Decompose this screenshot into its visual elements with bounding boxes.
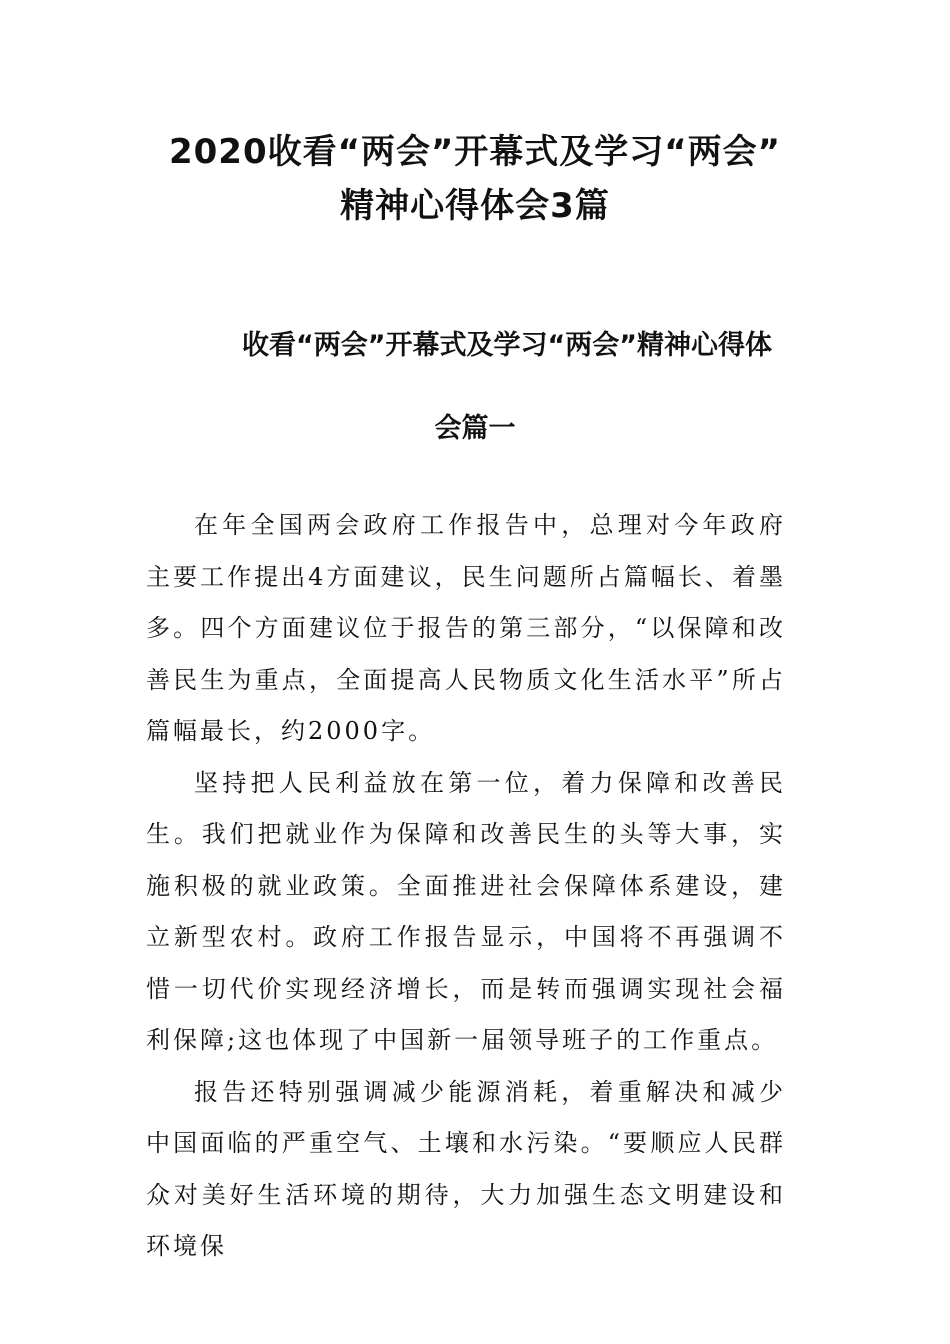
paragraph-1: 在年全国两会政府工作报告中，总理对今年政府主要工作提出4方面建议，民生问题所占篇幅长、着墨多。四个方面建议位于报告的第三部分，“以保障和改善民生为重点，全面提高人民物质文化生活水平”所占篇幅最长，约2000字。 [146, 511, 786, 745]
body-text [146, 500, 786, 1273]
section-heading-line-2: 会篇一 [434, 413, 516, 444]
document-title-line-1: 2020收看“两会”开幕式及学习“两会” [168, 132, 781, 172]
paragraph-2: 坚持把人民利益放在第一位，着力保障和改善民生。我们把就业作为保障和改善民生的头等大事，实施积极的就业政策。全面推进社会保障体系建设，建立新型农村。政府工作报告显示，中国将不再强调不惜一切代价实现经济增长，而是转而强调实现社会福利保障;这也体现了中国新一届领导班子的工作重点。 [146, 768, 786, 1054]
section-heading-line-1: 收看“两会”开幕式及学习“两会”精神心得体 [242, 330, 772, 361]
paragraph-3: 报告还特别强调减少能源消耗，着重解决和减少中国面临的严重空气、土壤和水污染。“要顺应人民群众对美好生活环境的期待，大力加强生态文明建设和环境保 [146, 1077, 786, 1260]
document-title-line-2: 精神心得体会3篇 [340, 186, 610, 226]
